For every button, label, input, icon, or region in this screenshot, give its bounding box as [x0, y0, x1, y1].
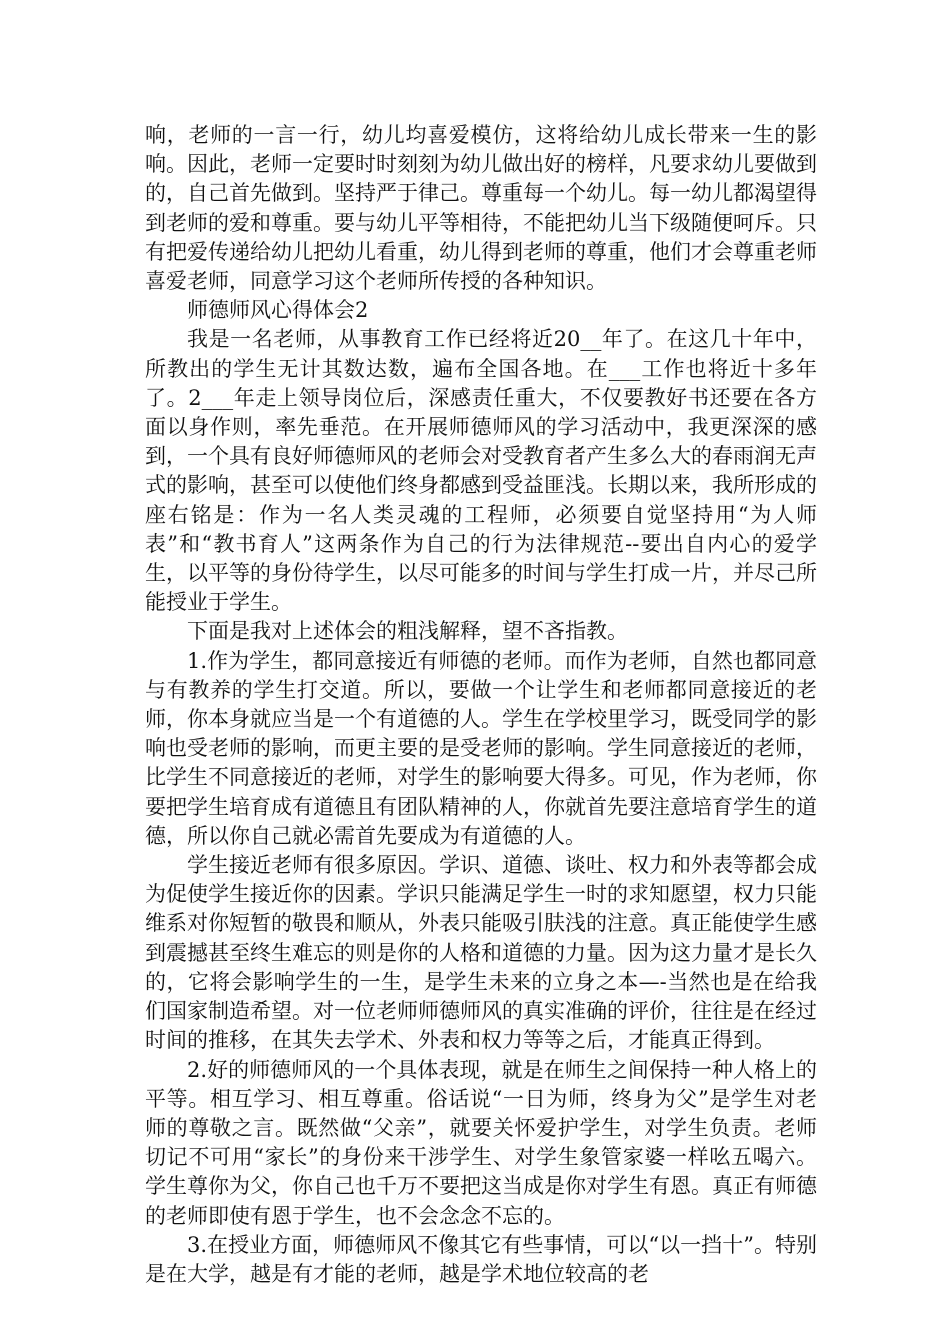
paragraph-point-1: 1.作为学生，都同意接近有师德的老师。而作为老师，自然也都同意与有教养的学生打交道。所以，要做一个让学生和老师都同意接近的老师，你本身就应当是一个有道德的人。学生在学校里学习，既受同学的影响也受老师的影响，而更主要的是受老师的影响。学生同意接近的老师，比学生不同意接近的老师，对学生的影响要大得多。可见，作为老师，你要把学生培育成有道德且有团队精神的人，你就首先要注意培育学生的道德，所以你自己就必需首先要成为有道德的人。 — [145, 648, 817, 848]
paragraph-continuation: 响，老师的一言一行，幼儿均喜爱模仿，这将给幼儿成长带来一生的影响。因此，老师一定要时时刻刻为幼儿做出好的榜样，凡要求幼儿要做到的，自己首先做到。坚持严于律己。尊重每一个幼儿。每一幼儿都渴望得到老师的爱和尊重。要与幼儿平等相待，不能把幼儿当下级随便呵斥。只有把爱传递给幼儿把幼儿看重，幼儿得到老师的尊重，他们才会尊重老师喜爱老师，同意学习这个老师所传授的各种知识。 — [145, 123, 817, 294]
paragraph-point-2: 2.好的师德师风的一个具体表现，就是在师生之间保持一种人格上的平等。相互学习、相互尊重。俗话说“一日为师，终身为父”是学生对老师的尊敬之言。既然做“父亲”，就要关怀爱护学生，对学生负责。老师切记不可用“家长”的身份来干涉学生、对学生象管家婆一样吆五喝六。学生尊你为父，你自己也千万不要把这当成是你对学生有恩。真正有师德的老师即使有恩于学生，也不会念念不忘的。 — [145, 1057, 817, 1228]
paragraph-explanation: 下面是我对上述体会的粗浅解释，望不吝指教。 — [187, 619, 628, 644]
paragraph-intro: 我是一名老师，从事教育工作已经将近20__年了。在这几十年中，所教出的学生无计其数达数，遍布全国各地。在___工作也将近十多年了。2___年走上领导岗位后，深感责任重大，不仅要教好书还要在各方面以身作则，率先垂范。在开展师德师风的学习活动中，我更深深的感到，一个具有良好师德师风的老师会对受教育者产生多么大的春雨润无声式的影响，甚至可以使他们终身都感到受益匪浅。长期以来，我所形成的座右铭是：作为一名人类灵魂的工程师，必须要自觉坚持用“为人师表”和“教书育人”这两条作为自己的行为法律规范--要出自内心的爱学生，以平等的身份待学生，以尽可能多的时间与学生打成一片，并尽己所能授业于学生。 — [145, 327, 817, 615]
paragraph-reasons: 学生接近老师有很多原因。学识、道德、谈吐、权力和外表等都会成为促使学生接近你的因素。学识只能满足学生一时的求知愿望，权力只能维系对你短暂的敬畏和顺从，外表只能吸引肤浅的注意。真正能使学生感到震撼甚至终生难忘的则是你的人格和道德的力量。因为这力量才是长久的，它将会影响学生的一生，是学生未来的立身之本—-当然也是在给我们国家制造希望。对一位老师师德师风的真实准确的评价，往往是在经过时间的推移，在其失去学术、外表和权力等等之后，才能真正得到。 — [145, 853, 817, 1053]
section-heading: 师德师风心得体会2 — [187, 298, 369, 323]
paragraph-point-3: 3.在授业方面，师德师风不像其它有些事情，可以“以一挡十”。特别是在大学，越是有才能的老师，越是学术地位较高的老 — [145, 1232, 817, 1286]
document-page — [145, 121, 817, 1289]
